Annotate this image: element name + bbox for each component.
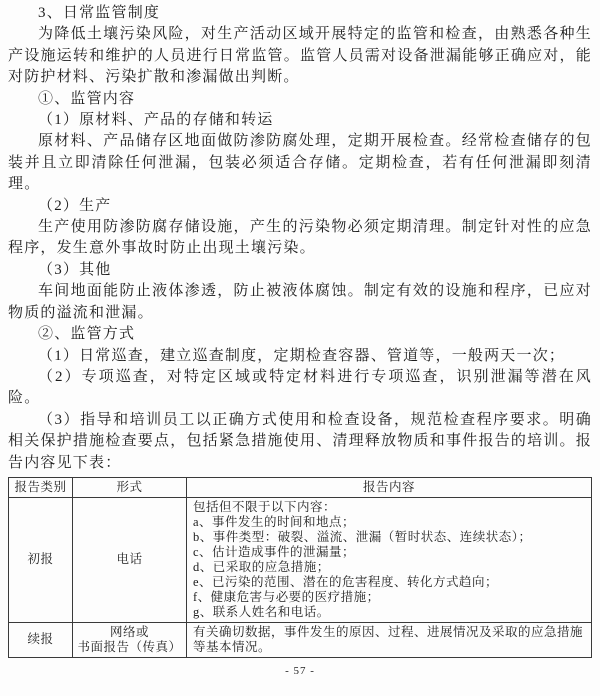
cell-category-initial: 初报	[9, 497, 73, 622]
heading-supervision-method: ②、监管方式	[38, 326, 136, 343]
content-line: a、事件发生的时间和地点；	[193, 514, 356, 529]
report-table	[8, 477, 592, 658]
content-line: b、事件类型：破裂、溢流、泄漏（暂时状态、连续状态）；	[193, 529, 532, 544]
cell-content-initial	[187, 497, 592, 622]
form-line: 网络或	[109, 624, 149, 639]
heading-production: （2）生产	[38, 197, 112, 214]
content-line: f、健康危害与必要的医疗措施；	[193, 589, 380, 604]
table-header-report-content: 报告内容	[187, 477, 592, 497]
paragraph-special-inspection: （2）专项巡查，对特定区域或特定材料进行专项巡查，识别泄漏等潜在风险。	[8, 368, 592, 407]
table-header-row	[9, 477, 592, 497]
paragraph-other: 车间地面能防止液体渗透，防止被液体腐蚀。制定有效的设施和程序，已应对物质的溢流和泄漏。	[8, 283, 592, 321]
paragraph-daily-inspection: （1）日常巡查，建立巡查制度，定期检查容器、管道等，一般两天一次；	[38, 347, 566, 364]
content-line: g、联系人姓名和电话。	[193, 604, 330, 619]
table-row-initial-report	[9, 497, 592, 622]
paragraph-training-report: （3）指导和培训员工以正确方式使用和检查设备，规范检查程序要求。明确相关保护措施检查要点，包括紧急措施使用、清理释放物质和事件报告的培训。报告内容见下表：	[8, 411, 592, 471]
table-header-report-category: 报告类别	[9, 477, 73, 497]
cell-category-followup: 续报	[9, 622, 73, 657]
form-line: 书面报告（传真）	[77, 639, 182, 654]
paragraph-raw-material-storage: 原材料、产品储存区地面做防渗防腐处理，定期开展检查。经常检查储存的包装并且立即清除任何泄漏，包装必须适合存储。定期检查，若有任何泄漏即刻清理。	[8, 133, 592, 193]
content-line: 有关确切数据，事件发生的原因、过程、进展情况及采取的应急措施等基本情况。	[193, 624, 584, 654]
paragraph-supervision-intro: 为降低土壤污染风险，对生产活动区域开展特定的监管和检查，由熟悉各种生产设施运转和维护的人员进行日常监管。监管人员需对设备泄漏能够正确应对，能对防护材料、污染扩散和渗漏做出判断。	[8, 26, 592, 86]
cell-form-followup	[73, 622, 187, 657]
cell-form-initial: 电话	[73, 497, 187, 622]
heading-other: （3）其他	[38, 261, 112, 278]
section-title: 3、日常监管制度	[38, 5, 161, 21]
table-header-form: 形式	[73, 477, 187, 497]
cell-content-followup	[187, 622, 592, 657]
content-line: 包括但不限于以下内容：	[193, 499, 337, 514]
content-line: d、已采取的应急措施；	[193, 559, 330, 574]
table-row-followup-report	[9, 622, 592, 657]
page-number: - 57 -	[285, 664, 315, 677]
heading-supervision-content: ①、监管内容	[38, 90, 136, 107]
paragraph-production: 生产使用防渗防腐存储设施，产生的污染物必须定期清理。制定针对性的应急程序，发生意外事故时防止出现土壤污染。	[8, 219, 592, 257]
content-line: e、已污染的范围、潜在的危害程度、转化方式趋向；	[193, 574, 499, 589]
heading-raw-material-storage: （1）原材料、产品的存储和转运	[38, 112, 274, 129]
content-line: c、估计造成事件的泄漏量；	[193, 544, 356, 559]
